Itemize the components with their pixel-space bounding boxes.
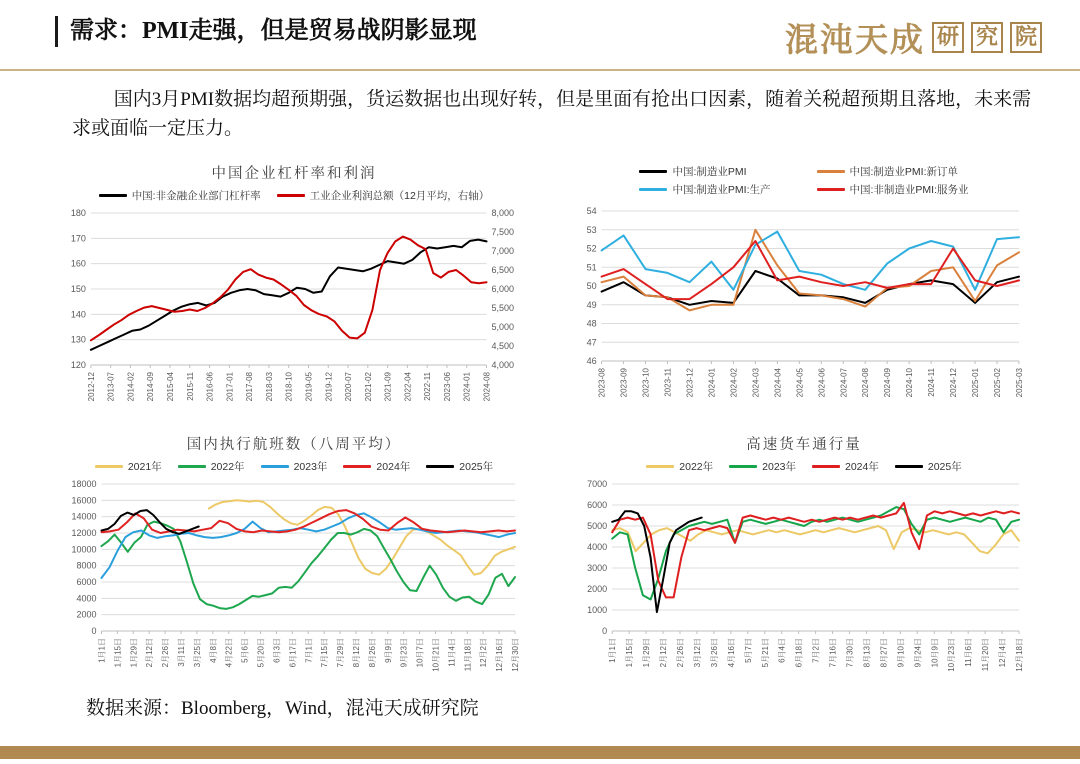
svg-text:150: 150 <box>70 283 86 294</box>
legend-swatch <box>426 465 454 468</box>
svg-text:1000: 1000 <box>587 604 608 615</box>
svg-text:50: 50 <box>586 280 597 291</box>
svg-text:2014-09: 2014-09 <box>146 371 156 402</box>
svg-text:6000: 6000 <box>76 576 97 587</box>
pmi-plot <box>579 203 1029 413</box>
svg-text:2019-05: 2019-05 <box>304 371 314 402</box>
company-logo <box>785 14 1042 61</box>
svg-text:6月4日: 6月4日 <box>777 637 787 663</box>
svg-text:12月4日: 12月4日 <box>998 637 1008 668</box>
svg-text:9月9日: 9月9日 <box>383 637 393 663</box>
data-source: 数据来源：Bloomberg，Wind，混沌天成研究院 <box>86 697 479 719</box>
svg-text:4月16日: 4月16日 <box>726 637 736 668</box>
svg-text:4,500: 4,500 <box>491 340 515 351</box>
legend-swatch <box>895 465 923 468</box>
svg-text:47: 47 <box>586 337 597 348</box>
svg-text:10月9日: 10月9日 <box>930 637 940 668</box>
legend-item <box>639 182 770 197</box>
legend-item <box>817 182 969 197</box>
chart-leverage-profit <box>60 160 528 417</box>
svg-text:7月29日: 7月29日 <box>336 637 346 668</box>
svg-text:0: 0 <box>91 625 97 636</box>
svg-text:170: 170 <box>70 233 86 244</box>
svg-text:1月29日: 1月29日 <box>129 637 139 668</box>
svg-text:12月2日: 12月2日 <box>479 637 489 668</box>
chart-trucks <box>570 431 1038 683</box>
svg-text:2014-02: 2014-02 <box>126 371 136 402</box>
svg-text:46: 46 <box>586 355 597 366</box>
svg-text:2013-07: 2013-07 <box>106 371 116 402</box>
legend-label: 2025年 <box>459 460 494 473</box>
svg-text:48: 48 <box>586 318 597 329</box>
svg-text:2024-06: 2024-06 <box>817 367 827 398</box>
svg-text:2月26日: 2月26日 <box>161 637 171 668</box>
svg-text:140: 140 <box>70 309 86 320</box>
svg-text:2025-02: 2025-02 <box>993 367 1003 398</box>
intro-paragraph: 国内3月PMI数据均超预期强，货运数据也出现好转，但是里面有抢出口因素，随着关税超预期且落地，未来需求或面临一定压力。 <box>72 89 1032 140</box>
legend-swatch <box>812 465 840 468</box>
svg-text:54: 54 <box>586 205 597 216</box>
svg-text:4000: 4000 <box>587 541 608 552</box>
svg-text:2023-08: 2023-08 <box>597 367 607 398</box>
svg-text:2022-04: 2022-04 <box>403 371 413 402</box>
svg-text:11月20日: 11月20日 <box>981 637 991 672</box>
svg-text:2015-04: 2015-04 <box>166 371 176 402</box>
svg-text:11月18日: 11月18日 <box>463 637 473 672</box>
legend-item <box>639 164 770 179</box>
svg-text:10000: 10000 <box>71 544 97 555</box>
svg-text:2024-11: 2024-11 <box>927 367 937 397</box>
svg-text:12月18日: 12月18日 <box>1015 637 1024 672</box>
svg-text:2025-01: 2025-01 <box>971 367 981 398</box>
legend-label: 2021年 <box>127 460 162 473</box>
charts-grid <box>60 160 1038 683</box>
legend-item <box>812 459 879 474</box>
svg-text:2024-09: 2024-09 <box>883 367 893 398</box>
svg-text:0: 0 <box>602 625 608 636</box>
legend-item <box>277 188 490 203</box>
svg-text:10月21日: 10月21日 <box>431 637 441 672</box>
legend-label: 中国:制造业PMI:生产 <box>672 183 771 196</box>
header-divider <box>0 69 1080 71</box>
svg-text:3月11日: 3月11日 <box>177 637 187 667</box>
svg-text:2024-03: 2024-03 <box>751 367 761 398</box>
chart-pmi <box>570 160 1038 417</box>
svg-text:7月1日: 7月1日 <box>304 637 314 663</box>
svg-text:7月2日: 7月2日 <box>811 637 821 663</box>
svg-text:2024-12: 2024-12 <box>949 367 959 398</box>
flights-plot <box>63 476 525 683</box>
legend-label: 2023年 <box>762 460 796 473</box>
legend-label: 2022年 <box>679 460 714 473</box>
legend-item <box>426 459 493 474</box>
svg-text:180: 180 <box>70 207 86 218</box>
svg-text:2000: 2000 <box>587 583 608 594</box>
svg-text:2024-08: 2024-08 <box>482 371 492 402</box>
svg-text:5,500: 5,500 <box>491 302 515 313</box>
legend-item <box>343 459 410 474</box>
header <box>0 0 1080 61</box>
svg-text:2024-08: 2024-08 <box>861 367 871 398</box>
svg-text:2000: 2000 <box>76 609 97 620</box>
svg-text:2月26日: 2月26日 <box>676 637 685 668</box>
svg-text:11月4日: 11月4日 <box>447 637 457 667</box>
svg-text:5月21日: 5月21日 <box>760 637 770 668</box>
legend-swatch <box>729 465 757 468</box>
legend-label: 2024年 <box>845 460 879 473</box>
legend-item <box>178 459 245 474</box>
svg-text:2023-10: 2023-10 <box>641 367 651 398</box>
svg-text:2023-06: 2023-06 <box>442 371 452 402</box>
legend-item <box>895 459 962 474</box>
svg-text:6月17日: 6月17日 <box>288 637 298 668</box>
svg-text:4,000: 4,000 <box>491 359 515 370</box>
svg-text:49: 49 <box>586 299 597 310</box>
svg-text:1月29日: 1月29日 <box>642 637 652 668</box>
svg-text:2024-05: 2024-05 <box>795 367 805 398</box>
svg-text:2018-03: 2018-03 <box>264 371 274 402</box>
svg-text:12000: 12000 <box>71 527 97 538</box>
svg-text:8月27日: 8月27日 <box>879 637 889 668</box>
svg-text:3月12日: 3月12日 <box>692 637 702 668</box>
legend-item <box>95 459 162 474</box>
svg-text:6,500: 6,500 <box>491 264 515 275</box>
logo-seal-char: 院 <box>1010 22 1042 52</box>
svg-text:6,000: 6,000 <box>491 283 515 294</box>
legend-swatch <box>817 170 845 173</box>
chart-legend <box>99 188 490 203</box>
svg-text:3000: 3000 <box>587 562 608 573</box>
chart-title: 国内执行航班数（八周平均） <box>186 436 402 453</box>
logo-seal-char: 究 <box>971 22 1003 52</box>
legend-label: 中国:非制造业PMI:服务业 <box>849 183 969 196</box>
bottom-accent-bar <box>0 746 1080 759</box>
svg-text:7月16日: 7月16日 <box>828 637 838 668</box>
svg-text:2012-12: 2012-12 <box>86 371 96 402</box>
svg-text:2017-08: 2017-08 <box>245 371 255 402</box>
svg-text:8,000: 8,000 <box>491 207 515 218</box>
svg-text:9月23日: 9月23日 <box>399 637 409 668</box>
svg-text:7000: 7000 <box>587 478 608 489</box>
svg-text:6000: 6000 <box>587 499 608 510</box>
legend-item <box>729 459 796 474</box>
svg-text:2021-02: 2021-02 <box>363 371 373 402</box>
legend-label: 2022年 <box>210 460 245 473</box>
svg-text:3月25日: 3月25日 <box>192 637 202 668</box>
svg-text:2月12日: 2月12日 <box>659 637 669 668</box>
chart-legend <box>95 459 493 474</box>
svg-text:9月10日: 9月10日 <box>896 637 906 668</box>
logo-script-text: 混沌天成 <box>784 23 925 59</box>
svg-text:2024-01: 2024-01 <box>707 367 717 398</box>
legend-label: 中国:制造业PMI:新订单 <box>849 165 959 178</box>
svg-text:2024-01: 2024-01 <box>462 371 472 402</box>
svg-text:12月16日: 12月16日 <box>495 637 505 672</box>
legend-swatch <box>95 465 123 468</box>
svg-text:2020-07: 2020-07 <box>344 371 354 402</box>
svg-text:7,000: 7,000 <box>491 245 515 256</box>
svg-text:5月20日: 5月20日 <box>256 637 266 668</box>
svg-text:2023-09: 2023-09 <box>619 367 629 398</box>
trucks-plot <box>579 476 1029 683</box>
legend-swatch <box>639 170 667 173</box>
svg-text:14000: 14000 <box>71 511 97 522</box>
svg-text:2024-07: 2024-07 <box>839 367 849 398</box>
legend-label: 2024年 <box>376 460 411 473</box>
svg-text:10月23日: 10月23日 <box>947 637 957 672</box>
legend-swatch <box>178 465 206 468</box>
svg-text:4000: 4000 <box>76 593 97 604</box>
legend-swatch <box>817 188 845 191</box>
chart-title: 高速货车通行量 <box>746 436 862 453</box>
svg-text:2019-12: 2019-12 <box>324 371 334 402</box>
chart-flights <box>60 431 528 683</box>
svg-text:3月26日: 3月26日 <box>709 637 719 668</box>
svg-text:2025-03: 2025-03 <box>1015 367 1024 398</box>
legend-swatch <box>277 194 305 197</box>
legend-item <box>99 188 261 203</box>
svg-text:1月15日: 1月15日 <box>113 637 123 668</box>
svg-text:5,000: 5,000 <box>491 321 515 332</box>
svg-text:4月22日: 4月22日 <box>224 637 234 668</box>
svg-text:2024-02: 2024-02 <box>729 367 739 398</box>
svg-text:12月30日: 12月30日 <box>511 637 520 672</box>
svg-text:2017-01: 2017-01 <box>225 371 235 402</box>
legend-label: 中国:制造业PMI <box>672 165 747 178</box>
svg-text:5月7日: 5月7日 <box>743 637 753 663</box>
svg-text:8月12日: 8月12日 <box>351 637 361 668</box>
page-title: 需求：PMI走强，但是贸易战阴影显现 <box>55 16 477 47</box>
leverage-profit-plot <box>63 205 525 417</box>
svg-text:2021-09: 2021-09 <box>383 371 393 402</box>
svg-text:2024-04: 2024-04 <box>773 367 783 398</box>
svg-text:18000: 18000 <box>71 478 97 489</box>
svg-text:7,500: 7,500 <box>491 226 515 237</box>
logo-seal-char: 研 <box>932 22 964 52</box>
svg-text:5000: 5000 <box>587 520 608 531</box>
svg-text:8月13日: 8月13日 <box>862 637 872 668</box>
svg-text:1月1日: 1月1日 <box>608 637 618 663</box>
legend-swatch <box>261 465 289 468</box>
svg-text:8000: 8000 <box>76 560 97 571</box>
legend-label: 2025年 <box>927 460 962 473</box>
svg-text:2月12日: 2月12日 <box>145 637 155 668</box>
chart-title: 中国企业杠杆率和利润 <box>211 165 377 182</box>
legend-swatch <box>99 194 127 197</box>
chart-legend <box>639 164 968 197</box>
legend-label: 2023年 <box>293 460 328 473</box>
svg-text:160: 160 <box>70 258 86 269</box>
svg-text:11月6日: 11月6日 <box>964 637 974 667</box>
legend-swatch <box>343 465 371 468</box>
legend-label: 工业企业利润总额（12月平均，右轴） <box>309 189 490 202</box>
svg-text:2024-10: 2024-10 <box>905 367 915 398</box>
svg-text:2023-11: 2023-11 <box>663 367 673 397</box>
svg-text:5月6日: 5月6日 <box>240 637 250 663</box>
svg-text:52: 52 <box>586 243 597 254</box>
svg-text:120: 120 <box>70 359 86 370</box>
svg-text:1月1日: 1月1日 <box>97 637 107 663</box>
svg-text:9月24日: 9月24日 <box>913 637 923 668</box>
svg-text:2016-06: 2016-06 <box>205 371 215 402</box>
svg-text:6月18日: 6月18日 <box>794 637 804 668</box>
svg-text:53: 53 <box>586 224 597 235</box>
svg-text:2023-12: 2023-12 <box>685 367 695 398</box>
svg-text:7月15日: 7月15日 <box>320 637 330 668</box>
svg-text:10月7日: 10月7日 <box>415 637 425 668</box>
chart-legend <box>646 459 961 474</box>
legend-item <box>261 459 328 474</box>
svg-text:2022-11: 2022-11 <box>423 371 433 401</box>
svg-text:2015-11: 2015-11 <box>185 371 195 401</box>
svg-text:1月15日: 1月15日 <box>625 637 635 668</box>
svg-text:51: 51 <box>586 262 597 273</box>
svg-text:8月26日: 8月26日 <box>367 637 377 668</box>
svg-text:130: 130 <box>70 334 86 345</box>
svg-text:4月8日: 4月8日 <box>208 637 218 663</box>
svg-text:6月3日: 6月3日 <box>272 637 282 663</box>
svg-text:7月30日: 7月30日 <box>845 637 855 668</box>
svg-text:2018-10: 2018-10 <box>284 371 294 402</box>
svg-text:16000: 16000 <box>71 495 97 506</box>
legend-item <box>646 459 713 474</box>
legend-swatch <box>639 188 667 191</box>
legend-item <box>817 164 969 179</box>
legend-swatch <box>646 465 674 468</box>
legend-label: 中国:非金融企业部门杠杆率 <box>131 189 261 202</box>
